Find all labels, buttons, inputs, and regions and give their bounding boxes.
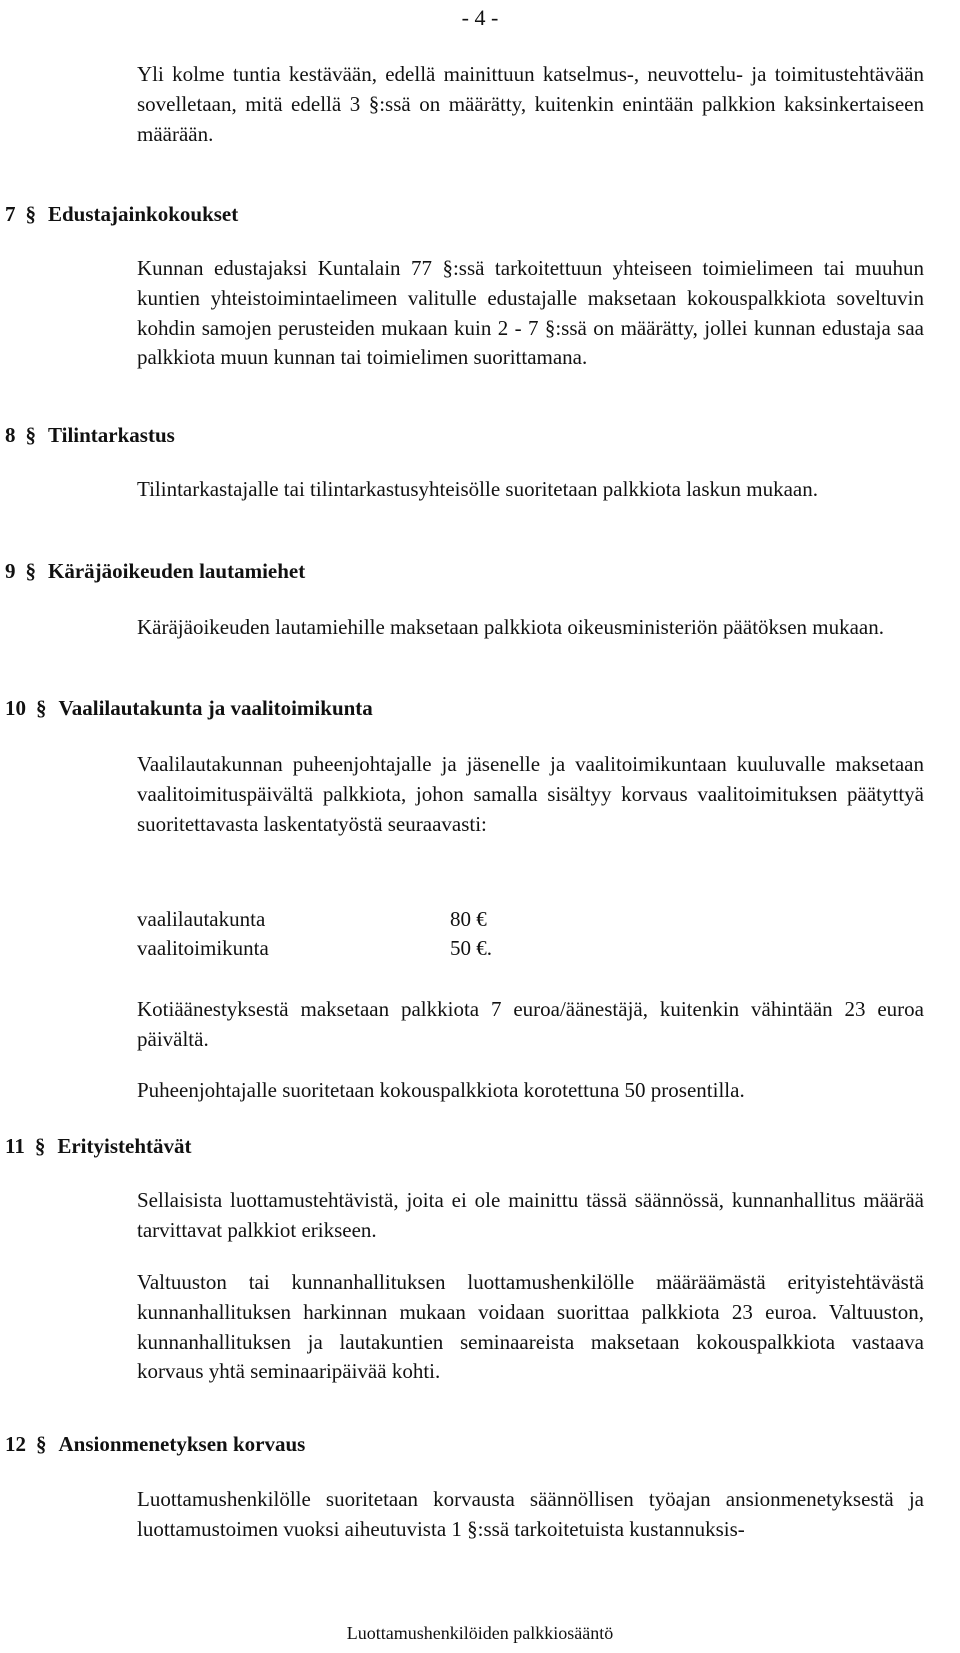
section-9-text: Käräjäoikeuden lautamiehille maksetaan palkkiota oikeusministeriön päätöksen mukaan.	[137, 615, 885, 639]
section-10-chair-text: Puheenjohtajalle suoritetaan kokouspalkkiota korotettuna 50 prosentilla.	[137, 1078, 745, 1102]
section-12-text: Luottamushenkilölle suoritetaan korvausta säännöllisen työajan ansionmenetyksestä ja luottamustoimen vuoksi aiheutuvista 1 §:ssä tarkoitetuista kustannuksis-	[137, 1487, 924, 1541]
section-10-heading	[5, 694, 373, 724]
section-symbol: §	[25, 423, 36, 447]
section-10-home-voting-text: Kotiäänestyksestä maksetaan palkkiota 7 euroa/äänestäjä, kuitenkin vähintään 23 euroa päivältä.	[137, 997, 924, 1051]
section-11-heading	[5, 1132, 192, 1162]
section-number: 7	[5, 202, 16, 226]
page-footer: Luottamushenkilöiden palkkiosääntö	[346, 1623, 614, 1644]
page-number: - 4 -	[461, 5, 499, 30]
fee-row	[137, 934, 492, 963]
section-number: 12	[5, 1432, 26, 1456]
section-title: Tilintarkastus	[48, 423, 175, 447]
section-symbol: §	[36, 1432, 47, 1456]
section-number: 8	[5, 423, 16, 447]
section-symbol: §	[25, 559, 36, 583]
section-title: Edustajainkokoukset	[48, 202, 239, 226]
section-title: Erityistehtävät	[57, 1134, 192, 1158]
fee-label: vaalitoimikunta	[137, 936, 269, 960]
section-number: 10	[5, 696, 26, 720]
section-12-heading	[5, 1430, 305, 1460]
fee-amount: 50 €.	[450, 936, 492, 960]
fee-label: vaalilautakunta	[137, 907, 266, 931]
section-9-heading	[5, 557, 305, 587]
intro-paragraph: Yli kolme tuntia kestävään, edellä mainittuun katselmus-, neuvottelu- ja toimitustehtävään sovelletaan, mitä edellä 3 §:ssä on määrätty, kuitenkin enintään palkkion kaksinkertaiseen määrään.	[137, 62, 924, 146]
section-7-text: Kunnan edustajaksi Kuntalain 77 §:ssä tarkoitettuun yhteiseen toimielimeen tai muuhun kuntien yhteistoimintaelimeen valitulle edustajalle maksetaan kokouspalkkiota soveltuvin kohdin samojen perusteiden mukaan kuin 2 - 7 §:ssä on määrätty, jollei kunnan edustaja saa palkkiota muun kunnan tai toimielimen suorittamana.	[137, 256, 924, 370]
section-symbol: §	[36, 696, 47, 720]
section-title: Vaalilautakunta ja vaalitoimikunta	[58, 696, 373, 720]
fee-row	[137, 905, 492, 934]
section-title: Ansionmenetyksen korvaus	[58, 1432, 306, 1456]
fee-amount: 80 €	[450, 907, 487, 931]
section-10-text: Vaalilautakunnan puheenjohtajalle ja jäsenelle ja vaalitoimikuntaan kuuluvalle maksetaan vaalitoimituspäivältä palkkiota, johon samalla sisältyy korvaus vaalitoimituksen päätyttyä suoritettavasta laskentatyöstä seuraavasti:	[137, 752, 924, 836]
fee-table	[137, 905, 492, 963]
section-8-text: Tilintarkastajalle tai tilintarkastusyhteisölle suoritetaan palkkiota laskun mukaan.	[137, 477, 818, 501]
section-title: Käräjäoikeuden lautamiehet	[48, 559, 306, 583]
section-number: 11	[5, 1134, 25, 1158]
section-11-text-2: Valtuuston tai kunnanhallituksen luottamushenkilölle määräämästä erityistehtävästä kunnanhallituksen harkinnan mukaan voidaan suorittaa palkkiota 23 euroa. Valtuuston, kunnanhallituksen ja lautakuntien seminaareista maksetaan kokouspalkkiota vastaava korvaus yhtä seminaaripäivää kohti.	[137, 1270, 924, 1384]
section-symbol: §	[25, 202, 36, 226]
section-number: 9	[5, 559, 16, 583]
section-7-heading	[5, 200, 238, 230]
section-8-heading	[5, 421, 175, 451]
section-11-text: Sellaisista luottamustehtävistä, joita ei ole mainittu tässä säännössä, kunnanhallitus määrää tarvittavat palkkiot erikseen.	[137, 1188, 924, 1242]
section-symbol: §	[34, 1134, 46, 1158]
